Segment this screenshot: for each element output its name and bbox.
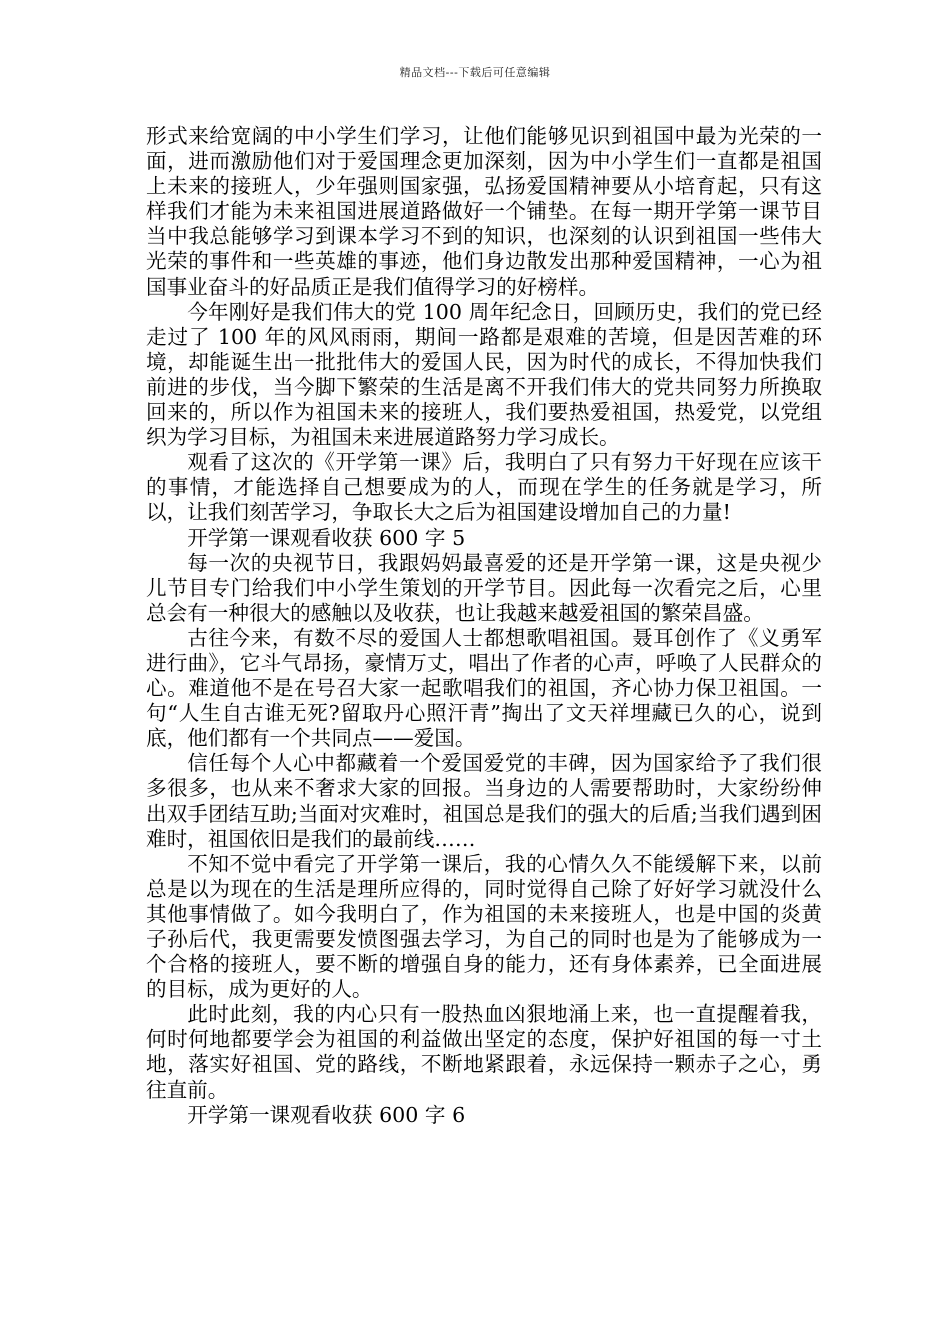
- paragraph: 不知不觉中看完了开学第一课后，我的心情久久不能缓解下来，以前总是以为现在的生活是理所应得的，同时觉得自己除了好好学习就没什么其他事情做了。如今我明白了，作为祖国的未来接班人，也是中国的炎黄子孙后代，我更需要发愤图强去学习，为自己的同时也是为了能够成为一个合格的接班人，要不断的增强自身的能力，还有身体素养，已全面进展的目标，成为更好的人。: [146, 851, 822, 1002]
- paragraph: 每一次的央视节日，我跟妈妈最喜爱的还是开学第一课，这是央视少儿节目专门给我们中小学生策划的开学节目。因此每一次看完之后，心里总会有一种很大的感触以及收获，也让我越来越爱祖国的繁荣昌盛。: [146, 550, 822, 625]
- paragraph: 此时此刻，我的内心只有一股热血凶狠地涌上来，也一直提醒着我，何时何地都要学会为祖国的利益做出坚定的态度，保护好祖国的每一寸土地，落实好祖国、党的路线，不断地紧跟着，永远保持一颗赤子之心，勇往直前。: [146, 1002, 822, 1102]
- paragraph: 形式来给宽阔的中小学生们学习，让他们能够见识到祖国中最为光荣的一面，进而激励他们对于爱国理念更加深刻，因为中小学生们一直都是祖国上未来的接班人，少年强则国家强，弘扬爱国精神要从小培育起，只有这样我们才能为未来祖国进展道路做好一个铺垫。在每一期开学第一课节目当中我总能够学习到课本学习不到的知识，也深刻的认识到祖国一些伟大光荣的事件和一些英雄的事迹，他们身边散发出那种爱国精神，一心为祖国事业奋斗的好品质正是我们值得学习的好榜样。: [146, 124, 822, 299]
- paragraph: 古往今来，有数不尽的爱国人士都想歌唱祖国。聂耳创作了《义勇军进行曲》，它斗气昂扬，豪情万丈，唱出了作者的心声，呼唤了人民群众的心。难道他不是在号召大家一起歌唱我们的祖国，齐心协力保卫祖国。一句“人生自古谁无死?留取丹心照汗青”掏出了文天祥埋藏已久的心，说到底，他们都有一个共同点——爱国。: [146, 625, 822, 751]
- paragraph: 观看了这次的《开学第一课》后，我明白了只有努力干好现在应该干的事情，才能选择自己想要成为的人，而现在学生的任务就是学习，所以，让我们刻苦学习，争取长大之后为祖国建设增加自己的力量!: [146, 450, 822, 525]
- page-header: 精品文档---下载后可任意编辑: [399, 66, 551, 79]
- paragraph: 今年刚好是我们伟大的党 100 周年纪念日，回顾历史，我们的党已经走过了 100 年的风风雨雨，期间一路都是艰难的苦境，但是因苦难的环境，却能诞生出一批批伟大的爱国人民，因为时代的成长，不得加快我们前进的步伐，当今脚下繁荣的生活是离不开我们伟大的党共同努力所换取回来的，所以作为祖国未来的接班人，我们要热爱祖国，热爱党，以党组织为学习目标，为祖国未来进展道路努力学习成长。: [146, 299, 822, 450]
- document-body: [146, 124, 822, 1128]
- section-heading: 开学第一课观看收获 600 字 6: [187, 1102, 466, 1127]
- section-heading: 开学第一课观看收获 600 字 5: [187, 525, 466, 550]
- paragraph: 信任每个人心中都藏着一个爱国爱党的丰碑，因为国家给予了我们很多很多，也从来不奢求大家的回报。当身边的人需要帮助时，大家纷纷伸出双手团结互助;当面对灾难时，祖国总是我们的强大的后盾;当我们遇到困难时，祖国依旧是我们的最前线……: [146, 751, 822, 851]
